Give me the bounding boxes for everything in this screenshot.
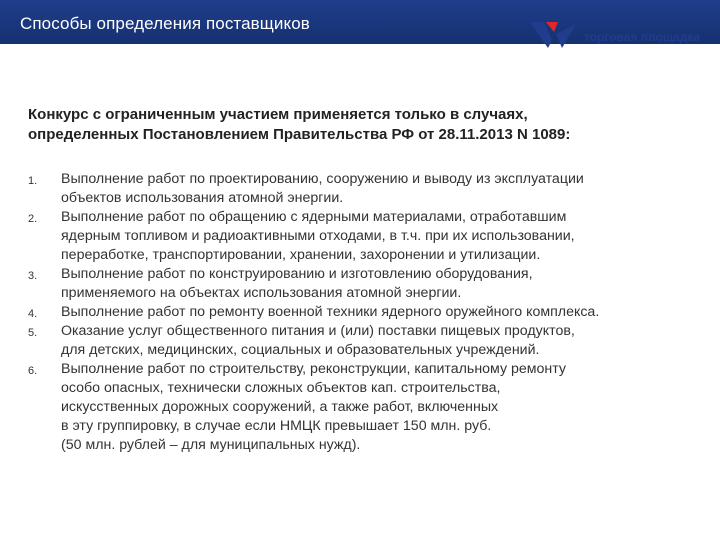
list-item-text-line: объектов использования атомной энергии. [61,190,344,206]
list-item-text-line: ядерным топливом и радиоактивными отходами, в т.ч. при их использовании, [61,228,575,244]
list-item-number: 4. [28,308,38,320]
list-item-text-line: в эту группировку, в случае если НМЦК превышает 150 млн. руб. [61,418,492,434]
intro-line: Конкурс с ограниченным участием применяется только в случаях, [28,106,528,123]
list-item-text-line: особо опасных, технически сложных объектов кап. строительства, [61,380,501,396]
list-item-text-line: Оказание услуг общественного питания и (или) поставки пищевых продуктов, [61,323,575,339]
list-item-number: 2. [28,213,38,225]
conditions-list [28,170,708,455]
list-item-number: 3. [28,270,38,282]
list-item-text-line: Выполнение работ по ремонту военной техники ядерного оружейного комплекса. [61,304,600,320]
list-item-text-line: (50 млн. рублей – для муниципальных нужд). [61,437,361,453]
intro-text [28,105,698,145]
list-item-text-line: Выполнение работ по проектированию, сооружению и выводу из эксплуатации [61,171,584,187]
list-item [28,360,708,455]
list-item-number: 6. [28,365,38,377]
intro-line: определенных Постановлением Правительства РФ от 28.11.2013 N 1089: [28,126,571,143]
list-item-text-line: переработке, транспортировании, хранении, захоронении и утилизации. [61,247,541,263]
list-item [28,170,708,208]
list-item [28,208,708,265]
list-item-text-line: искусственных дорожных сооружений, а также работ, включенных [61,399,499,415]
list-item [28,303,708,322]
list-item-text-line: применяемого на объектах использования атомной энергии. [61,285,462,301]
slide-title: Способы определения поставщиков [20,14,310,33]
list-item [28,322,708,360]
list-item [28,265,708,303]
list-item-text-line: для детских, медицинских, социальных и образовательных учреждений. [61,342,540,358]
list-item-number: 5. [28,327,38,339]
logo-icon [528,18,578,54]
list-item-text-line: Выполнение работ по конструированию и изготовлению оборудования, [61,266,533,282]
list-item-number: 1. [28,175,38,187]
list-item-text-line: Выполнение работ по обращению с ядерными материалами, отработавшим [61,209,567,225]
list-item-text-line: Выполнение работ по строительству, реконструкции, капитальному ремонту [61,361,567,377]
logo-text: торговая площадка [584,30,701,44]
